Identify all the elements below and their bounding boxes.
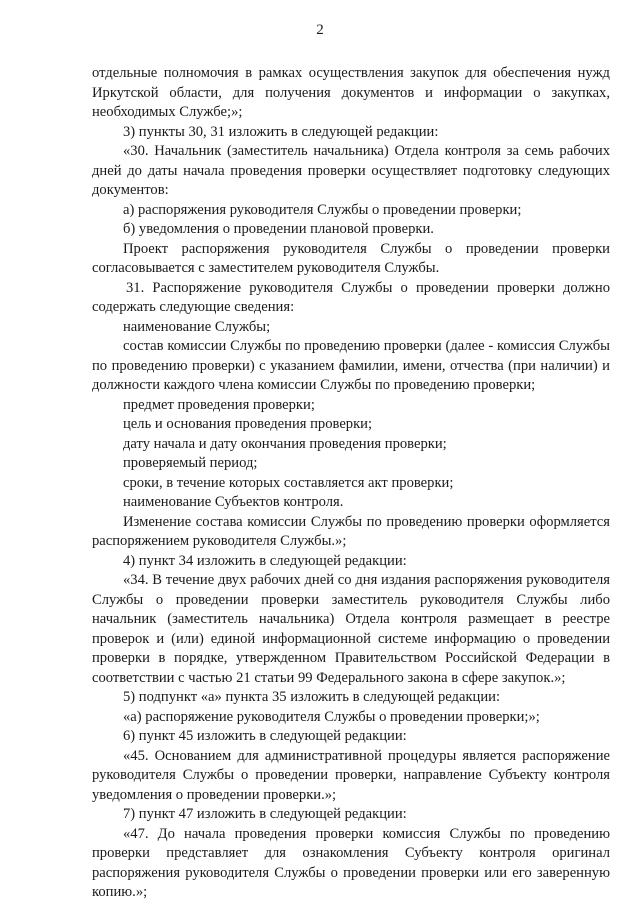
paragraph: 7) пункт 47 изложить в следующей редакции: bbox=[123, 806, 407, 822]
paragraph: 5) подпункт «а» пункта 35 изложить в следующей редакции: bbox=[123, 689, 501, 705]
paragraph: 31. Распоряжение руководителя Службы о проведении проверки должно содержать следующие сведения: bbox=[92, 279, 610, 315]
paragraph: 4) пункт 34 изложить в следующей редакции: bbox=[123, 552, 407, 569]
paragraph: а) распоряжения руководителя Службы о проведении проверки; bbox=[123, 201, 522, 218]
paragraph: сроки, в течение которых составляется акт проверки; bbox=[123, 474, 454, 491]
paragraph: цель и основания проведения проверки; bbox=[123, 416, 373, 432]
page-number: 2 bbox=[316, 22, 324, 38]
document-body bbox=[92, 64, 610, 903]
paragraph: «45. Основанием для административной процедуры является распоряжение руководителя Службы о проведении проверки, направление Субъекту контроля уведомления о проведении проверки.»; bbox=[92, 747, 610, 803]
paragraph: «34. В течение двух рабочих дней со дня издания распоряжения руководителя Службы о проведении проверки заместитель руководителя Службы либо начальник (заместитель начальника) Отдела контроля размещает в реестре проверок и (или) единой информационной системе информацию о проведении проверки в порядке, утвержденном Правительством Российской Федерации в соответствии с частью 21 статьи 99 Федерального закона в сфере закупок.»; bbox=[92, 572, 610, 686]
paragraph: 6) пункт 45 изложить в следующей редакции: bbox=[123, 728, 407, 744]
paragraph: Проект распоряжения руководителя Службы о проведении проверки согласовывается с заместителем руководителя Службы. bbox=[92, 240, 610, 276]
paragraph: «30. Начальник (заместитель начальника) Отдела контроля за семь рабочих дней до даты начала проведения проверки осуществляет подготовку следующих документов: bbox=[92, 143, 610, 198]
paragraph: наименование Субъектов контроля. bbox=[123, 494, 344, 510]
paragraph: «а) распоряжение руководителя Службы о проведении проверки;»; bbox=[123, 708, 540, 725]
paragraph: наименование Службы; bbox=[123, 318, 271, 335]
paragraph: отдельные полномочия в рамках осуществления закупок для обеспечения нужд Иркутской области, для получения документов и информации о закупках, необходимых Службе;»; bbox=[92, 65, 610, 120]
paragraph: предмет проведения проверки; bbox=[123, 396, 315, 413]
paragraph: Изменение состава комиссии Службы по проведению проверки оформляется распоряжением руководителя Службы.»; bbox=[92, 513, 610, 549]
paragraph: б) уведомления о проведении плановой проверки. bbox=[123, 221, 434, 237]
paragraph: 3) пункты 30, 31 изложить в следующей редакции: bbox=[123, 123, 439, 140]
paragraph: состав комиссии Службы по проведению проверки (далее - комиссия Службы по проведению проверки) с указанием фамилии, имени, отчества (при наличии) и должности каждого члена комиссии Службы по проведению проверки; bbox=[92, 338, 610, 393]
paragraph: проверяемый период; bbox=[123, 455, 258, 471]
paragraph: «47. До начала проведения проверки комиссия Службы по проведению проверки представляет для ознакомления Субъекту контроля оригинал распоряжения руководителя Службы о проведении проверки или его заверенную копию.»; bbox=[92, 825, 610, 900]
paragraph: дату начала и дату окончания проведения проверки; bbox=[123, 435, 447, 452]
